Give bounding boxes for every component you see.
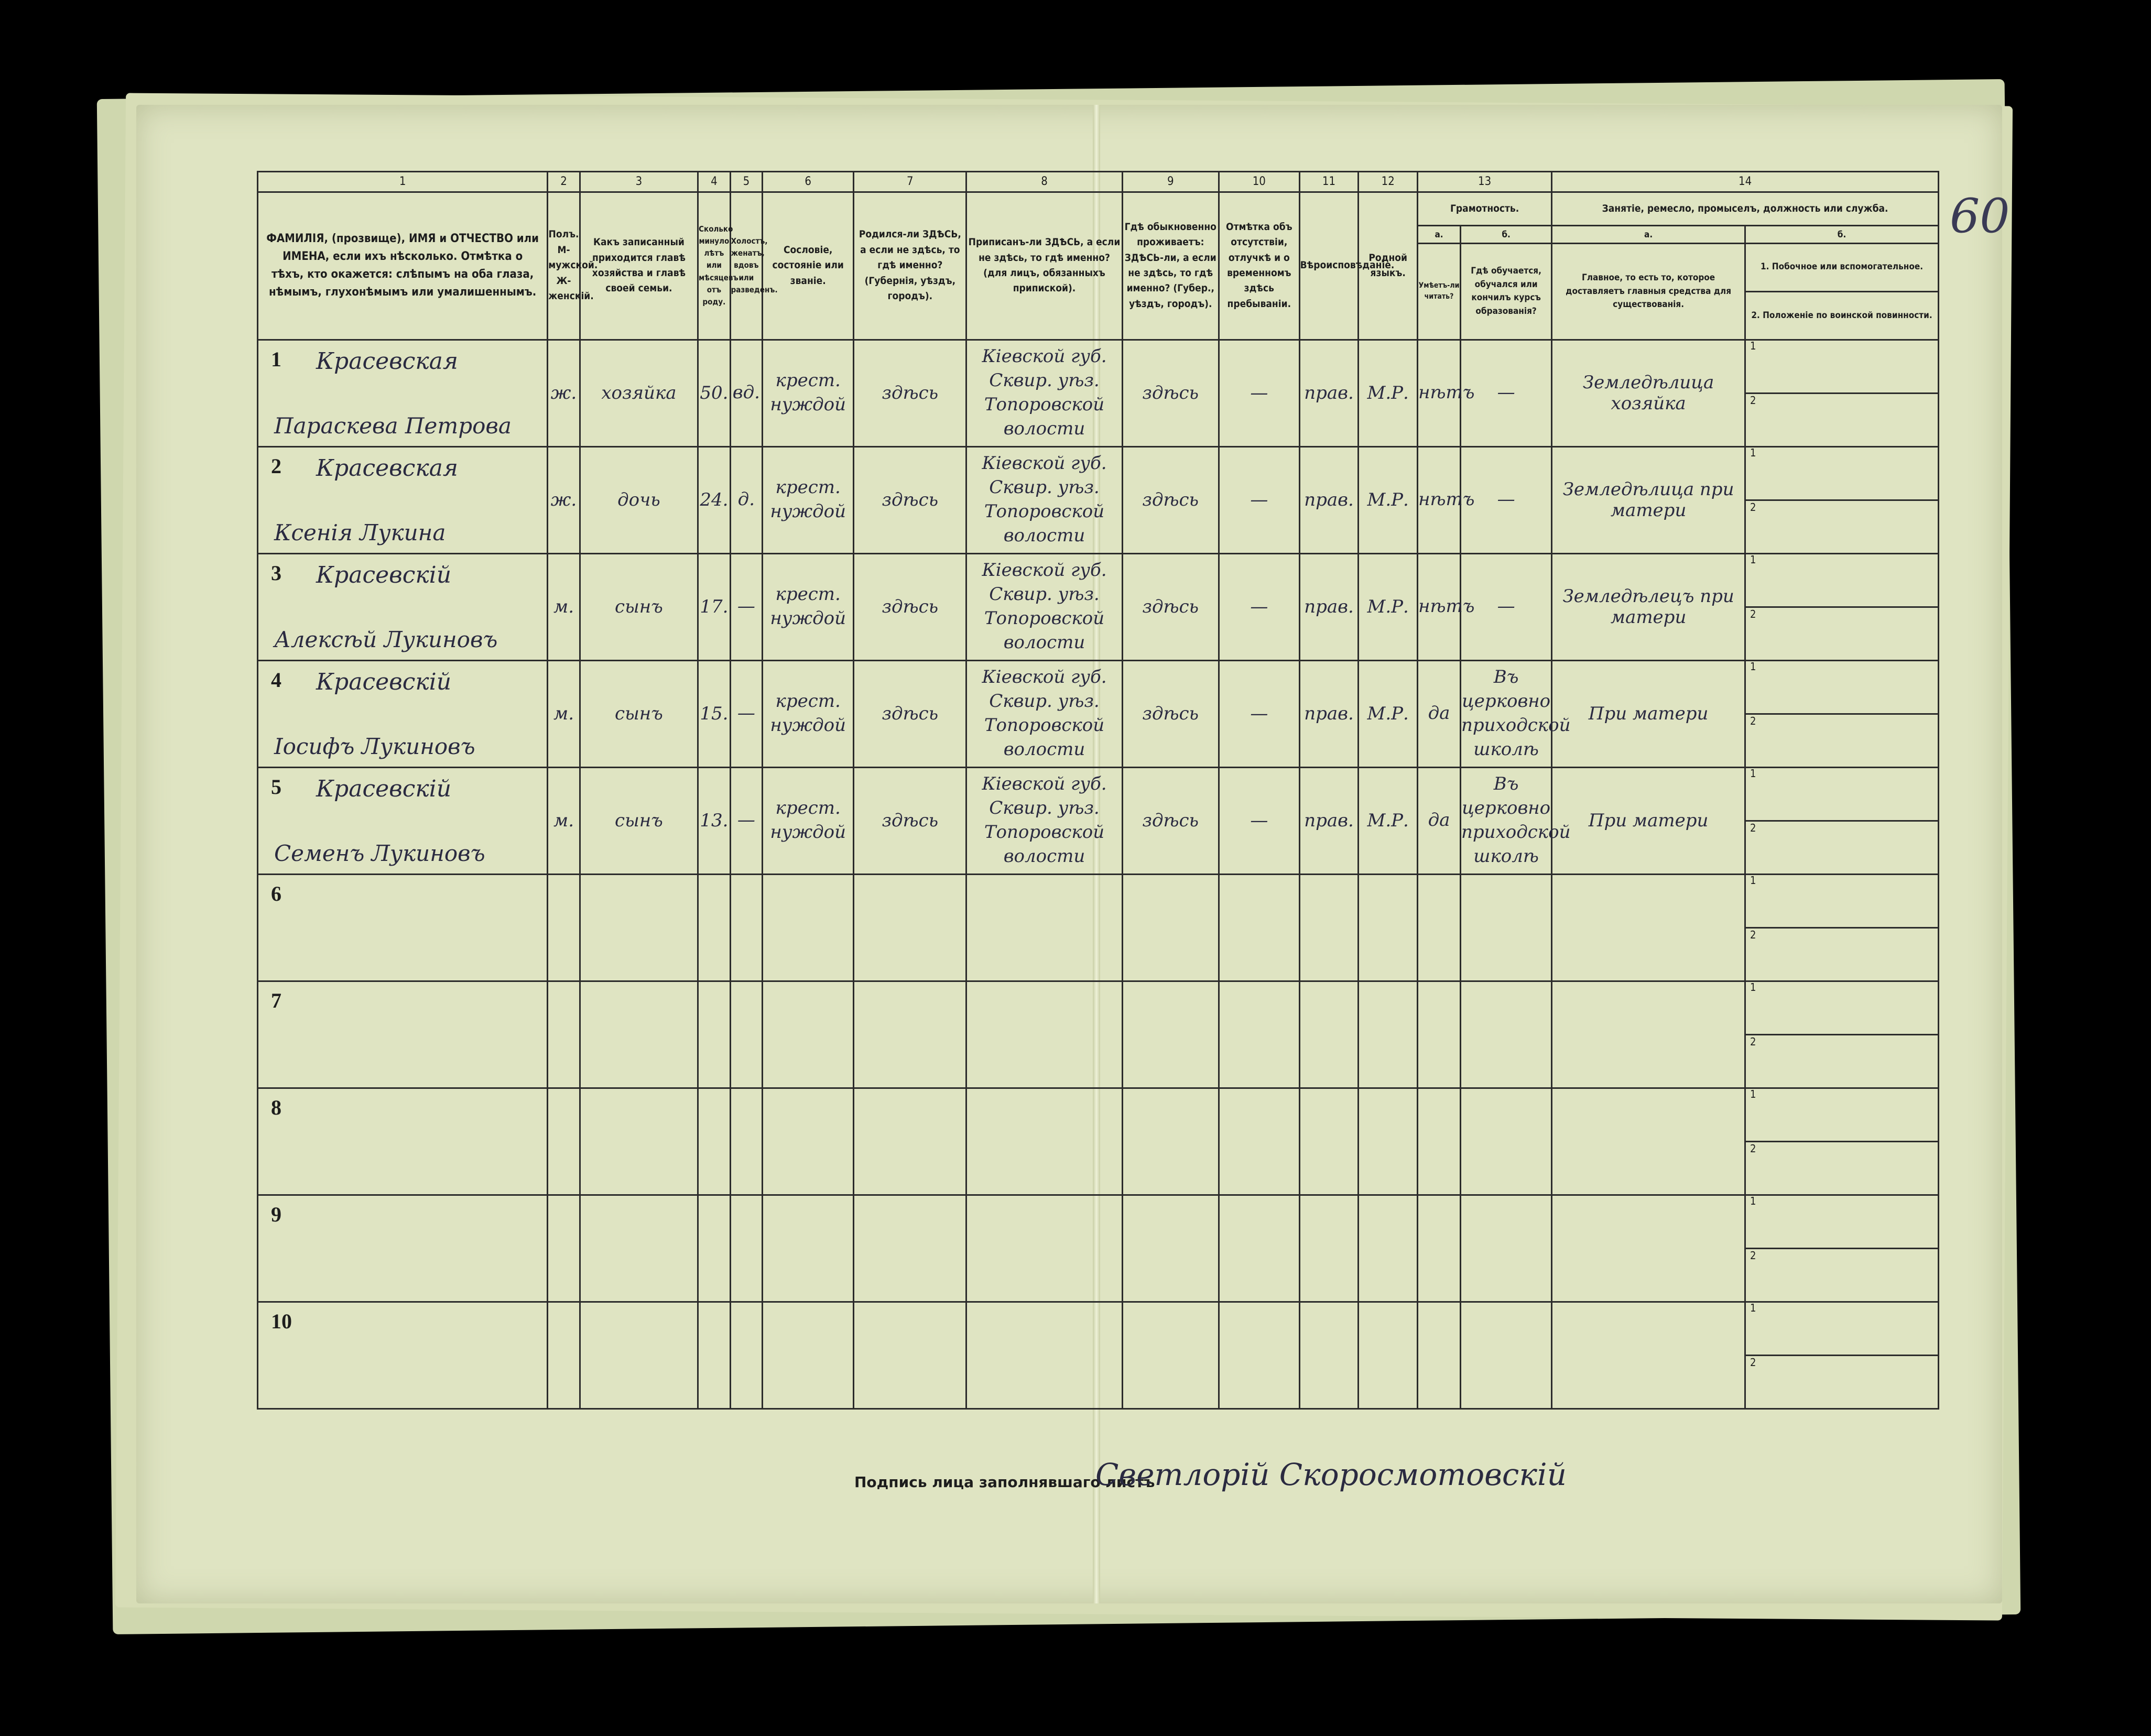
given-name: Іосифъ Лукиновъ (274, 733, 475, 759)
name-cell (258, 1088, 548, 1195)
secondary-cell (1745, 1302, 1939, 1409)
header-main-occupation: Главное, то есть то, которое доставляетъ главныя средства для существованія. (1552, 244, 1745, 340)
registered-cell: Кiевской губ. Сквир. уѣз. Топоровской волости (966, 767, 1122, 874)
name-cell (258, 874, 548, 981)
secondary-marker: 1 (1746, 553, 1938, 608)
literate-cell: да (1418, 767, 1461, 874)
row-number: 1 (271, 347, 281, 371)
col-number: 9 (1122, 172, 1219, 192)
religion-cell: прав. (1299, 340, 1359, 446)
military-marker: 2 (1750, 714, 1756, 727)
registered-cell: Кiевской губ. Сквир. уѣз. Топоровской волости (966, 660, 1122, 767)
residence-cell: здѣсь (1122, 660, 1219, 767)
header-literate-letter: а. (1418, 226, 1461, 244)
absence-cell: — (1219, 446, 1299, 553)
secondary-cell (1745, 1195, 1939, 1302)
marital-cell: — (730, 767, 762, 874)
col-number: 2 (548, 172, 580, 192)
col-number: 14 (1552, 172, 1939, 192)
header-absence: Отмѣтка объ отсутствіи, отлучкѣ и о временномъ здѣсь пребываніи. (1219, 192, 1299, 340)
secondary-marker: 1 (1746, 767, 1938, 822)
secondary-cell (1745, 1088, 1939, 1195)
header-secondary-letter: б. (1745, 226, 1939, 244)
table-row (258, 1195, 1939, 1302)
residence-cell: здѣсь (1122, 553, 1219, 660)
header-education-letter: б. (1461, 226, 1552, 244)
age-cell: 15. (698, 660, 730, 767)
surname: Красевская (316, 347, 459, 375)
birthplace-cell: здѣсь (854, 660, 966, 767)
relation-cell: сынъ (580, 660, 698, 767)
header-language: Родной языкъ. (1359, 192, 1418, 340)
registered-cell: Кiевской губ. Сквир. уѣз. Топоровской волости (966, 340, 1122, 446)
surname: Красевскій (316, 775, 452, 802)
relation-cell: сынъ (580, 553, 698, 660)
row-number: 6 (271, 881, 281, 905)
surname: Красевская (316, 454, 459, 482)
given-name: Параскева Петрова (274, 412, 512, 439)
residence-cell: здѣсь (1122, 446, 1219, 553)
sex-cell: ж. (548, 446, 580, 553)
signature-value: Светлорій Скоросмотовскій (1095, 1457, 1567, 1492)
name-cell (258, 553, 548, 660)
header-secondary (1745, 244, 1939, 340)
row-number: 10 (271, 1309, 292, 1333)
header-residence: Гдѣ обыкновенно проживаетъ: ЗДѢСЬ-ли, а если не здѣсь, то гдѣ именно? (Губер., уѣздъ, городъ). (1122, 192, 1219, 340)
secondary-cell (1745, 660, 1939, 767)
header-age: Сколько минуло лѣтъ или мѣсяцевъ отъ роду. (698, 192, 730, 340)
absence-cell: — (1219, 340, 1299, 446)
occupation-cell: При матери (1552, 660, 1745, 767)
secondary-marker: 1 (1746, 1302, 1938, 1356)
table-row (258, 446, 1939, 553)
secondary-marker: 1 (1746, 981, 1938, 1035)
education-cell: — (1461, 446, 1552, 553)
relation-cell: хозяйка (580, 340, 698, 446)
language-cell: М.Р. (1359, 660, 1418, 767)
estate-cell: крест. нуждой (763, 767, 854, 874)
occupation-cell: Земледѣлецъ при матери (1552, 553, 1745, 660)
military-marker: 2 (1750, 1249, 1756, 1262)
age-cell: 13. (698, 767, 730, 874)
relation-cell: дочь (580, 446, 698, 553)
header-literacy: Грамотность. (1418, 192, 1552, 226)
table-row (258, 1088, 1939, 1195)
given-name: Алексѣй Лукиновъ (274, 626, 498, 652)
table-row (258, 981, 1939, 1088)
col-number: 13 (1418, 172, 1552, 192)
row-number: 2 (271, 454, 281, 478)
signature-label: Подпись лица заполнявшаго листъ (854, 1473, 1155, 1491)
sex-cell: ж. (548, 340, 580, 446)
residence-cell: здѣсь (1122, 767, 1219, 874)
secondary-cell (1745, 767, 1939, 874)
age-cell: 50. (698, 340, 730, 446)
page-number-annotation: 60 (1950, 189, 2010, 244)
language-cell: М.Р. (1359, 340, 1418, 446)
header-military: 2. Положеніе по воинской повинности. (1751, 310, 1932, 321)
marital-cell: — (730, 660, 762, 767)
name-cell (258, 1195, 548, 1302)
estate-cell: крест. нуждой (763, 446, 854, 553)
name-cell (258, 340, 548, 446)
occupation-cell: Земледѣлица хозяйка (1552, 340, 1745, 446)
header-main-occupation-letter: а. (1552, 226, 1745, 244)
military-marker: 2 (1750, 1035, 1756, 1048)
row-number: 7 (271, 988, 281, 1012)
col-number: 5 (730, 172, 762, 192)
given-name: Ксенія Лукина (274, 519, 446, 545)
birthplace-cell: здѣсь (854, 446, 966, 553)
religion-cell: прав. (1299, 553, 1359, 660)
military-marker: 2 (1750, 500, 1756, 514)
registered-cell: Кiевской губ. Сквир. уѣз. Топоровской волости (966, 446, 1122, 553)
military-marker: 2 (1750, 394, 1756, 407)
relation-cell: сынъ (580, 767, 698, 874)
secondary-marker: 1 (1746, 874, 1938, 929)
residence-cell: здѣсь (1122, 340, 1219, 446)
col-number: 10 (1219, 172, 1299, 192)
header-literate: Умѣетъ-ли читать? (1418, 244, 1461, 340)
sex-cell: м. (548, 767, 580, 874)
literate-cell: нѣтъ (1418, 553, 1461, 660)
name-cell (258, 660, 548, 767)
language-cell: М.Р. (1359, 446, 1418, 553)
occupation-cell: Земледѣлица при матери (1552, 446, 1745, 553)
table-row (258, 553, 1939, 660)
row-number: 9 (271, 1202, 281, 1226)
table-row (258, 874, 1939, 981)
estate-cell: крест. нуждой (763, 553, 854, 660)
education-cell: — (1461, 340, 1552, 446)
header-education: Гдѣ обучается, обучался или кончилъ курсъ образованія? (1461, 244, 1552, 340)
header-secondary-occupation: 1. Побочное или вспомогательное. (1746, 244, 1938, 292)
secondary-cell (1745, 874, 1939, 981)
table-row (258, 660, 1939, 767)
secondary-cell (1745, 981, 1939, 1088)
row-number: 4 (271, 668, 281, 692)
header-name: ФАМИЛІЯ, (прозвище), ИМЯ и ОТЧЕСТВО или ИМЕНА, если ихъ нѣсколько. Отмѣтка о тѣхъ, кто окажется: слѣпымъ на оба глаза, нѣмымъ, глухонѣмымъ или умалишеннымъ. (258, 192, 548, 340)
secondary-marker: 1 (1746, 446, 1938, 501)
row-number: 5 (271, 774, 281, 799)
military-marker: 2 (1750, 1356, 1756, 1369)
literate-cell: нѣтъ (1418, 340, 1461, 446)
given-name: Семенъ Лукиновъ (274, 840, 485, 866)
name-cell (258, 1302, 548, 1409)
religion-cell: прав. (1299, 660, 1359, 767)
absence-cell: — (1219, 553, 1299, 660)
estate-cell: крест. нуждой (763, 660, 854, 767)
military-marker: 2 (1750, 928, 1756, 941)
education-cell: Въ церковно приходской школѣ (1461, 767, 1552, 874)
age-cell: 24. (698, 446, 730, 553)
education-cell: Въ церковно приходской школѣ (1461, 660, 1552, 767)
absence-cell: — (1219, 660, 1299, 767)
col-number: 4 (698, 172, 730, 192)
header-occupation: Занятіе, ремесло, промыселъ, должность или служба. (1552, 192, 1939, 226)
name-cell (258, 446, 548, 553)
age-cell: 17. (698, 553, 730, 660)
birthplace-cell: здѣсь (854, 767, 966, 874)
military-marker: 2 (1750, 821, 1756, 834)
header-row (258, 192, 1939, 226)
religion-cell: прав. (1299, 767, 1359, 874)
col-number: 11 (1299, 172, 1359, 192)
row-number: 3 (271, 561, 281, 585)
surname: Красевскій (316, 561, 452, 588)
col-number: 12 (1359, 172, 1418, 192)
education-cell: — (1461, 553, 1552, 660)
birthplace-cell: здѣсь (854, 340, 966, 446)
col-number: 6 (763, 172, 854, 192)
marital-cell: — (730, 553, 762, 660)
col-number: 3 (580, 172, 698, 192)
header-sex: Полъ. М-мужской. Ж-женскій. (548, 192, 580, 340)
absence-cell: — (1219, 767, 1299, 874)
registered-cell: Кiевской губ. Сквир. уѣз. Топоровской волости (966, 553, 1122, 660)
language-cell: М.Р. (1359, 767, 1418, 874)
secondary-marker: 1 (1746, 660, 1938, 715)
secondary-marker: 1 (1746, 1088, 1938, 1142)
col-number: 1 (258, 172, 548, 192)
military-marker: 2 (1750, 1142, 1756, 1155)
occupation-cell: При матери (1552, 767, 1745, 874)
marital-cell: вд. (730, 340, 762, 446)
header-estate: Сословіе, состояніе или званіе. (763, 192, 854, 340)
secondary-marker: 1 (1746, 1195, 1938, 1249)
census-table (257, 171, 1939, 1410)
birthplace-cell: здѣсь (854, 553, 966, 660)
sex-cell: м. (548, 553, 580, 660)
table-row (258, 340, 1939, 446)
secondary-cell (1745, 340, 1939, 446)
header-religion: Вѣроисповѣданіе. (1299, 192, 1359, 340)
secondary-cell (1745, 553, 1939, 660)
header-birthplace: Родился-ли ЗДѢСЬ, а если не здѣсь, то гдѣ именно? (Губернія, уѣздъ, городъ). (854, 192, 966, 340)
surname: Красевскій (316, 668, 452, 695)
name-cell (258, 981, 548, 1088)
header-marital: Холостъ, женатъ, вдовъ или разведенъ. (730, 192, 762, 340)
table-row (258, 1302, 1939, 1409)
military-marker: 2 (1750, 607, 1756, 620)
estate-cell: крест. нуждой (763, 340, 854, 446)
row-number: 8 (271, 1095, 281, 1119)
secondary-cell (1745, 446, 1939, 553)
col-number: 8 (966, 172, 1122, 192)
header-registered: Приписанъ-ли ЗДѢСЬ, а если не здѣсь, то гдѣ именно? (для лицъ, обязанныхъ припиской). (966, 192, 1122, 340)
secondary-marker: 1 (1746, 340, 1938, 394)
language-cell: М.Р. (1359, 553, 1418, 660)
header-relation: Какъ записанный приходится главѣ хозяйства и главѣ своей семьи. (580, 192, 698, 340)
sex-cell: м. (548, 660, 580, 767)
table-row (258, 767, 1939, 874)
marital-cell: д. (730, 446, 762, 553)
col-number: 7 (854, 172, 966, 192)
column-number-row (258, 172, 1939, 192)
literate-cell: да (1418, 660, 1461, 767)
religion-cell: прав. (1299, 446, 1359, 553)
literate-cell: нѣтъ (1418, 446, 1461, 553)
name-cell (258, 767, 548, 874)
